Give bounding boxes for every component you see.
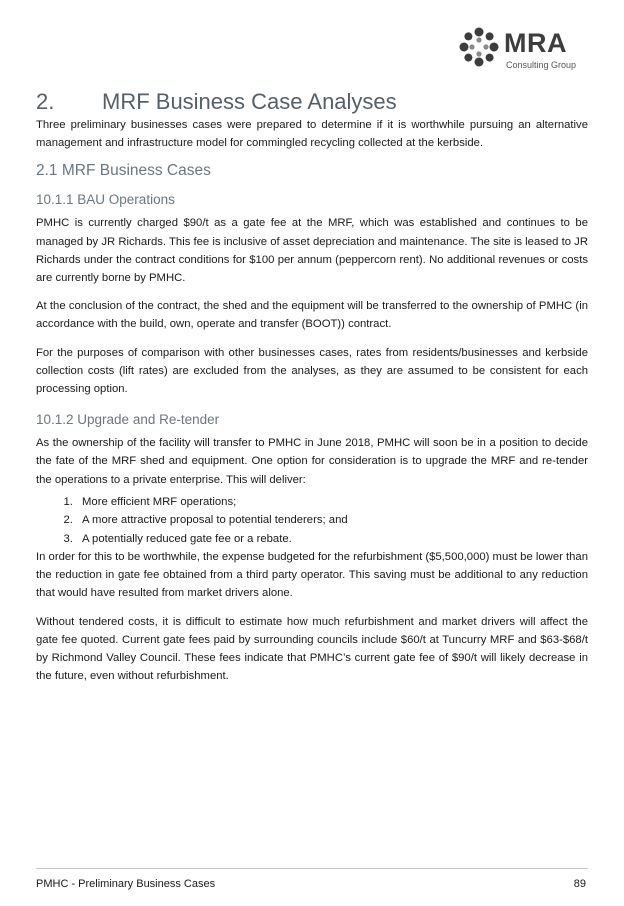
- chapter-number: 2.: [36, 89, 55, 114]
- footer-page-number: 89: [573, 878, 586, 890]
- intro-paragraph: Three preliminary businesses cases were prepared to determine if it is worthwhile pursuing an alternative management and infrastructure model for commingled recycling collected at the kerbside.: [36, 119, 588, 150]
- subsection-heading-upgrade: 10.1.2 Upgrade and Re-tender: [36, 412, 220, 428]
- list-item: 2. A more attractive proposal to potential tenderers; and: [76, 511, 588, 529]
- logo-emblem-icon: [458, 26, 500, 68]
- list-item: 1. More efficient MRF operations;: [76, 493, 588, 511]
- chapter-title: MRF Business Case Analyses: [102, 89, 397, 114]
- footer-divider: [36, 868, 588, 869]
- upgrade-paragraph-1: As the ownership of the facility will transfer to PMHC in June 2018, PMHC will soon be in a position to decide the fate of the MRF shed and equipment. One option for consideration is to upgrade the MRF and re-tender the operations to a private enterprise. This will deliver:: [36, 437, 588, 486]
- footer-document-title: PMHC - Preliminary Business Cases: [36, 878, 216, 890]
- list-item: 3. A potentially reduced gate fee or a rebate.: [76, 530, 588, 548]
- upgrade-paragraph-3: Without tendered costs, it is difficult to estimate how much refurbishment and market drivers will affect the gate fee quoted. Current gate fees paid by surrounding councils include $60/t at Tuncurry MRF and $63-$68/t by Richmond Valley Council. These fees indicate that PMHC’s current gate fee of $90/t will likely decrease in the future, even without refurbishment.: [36, 615, 588, 683]
- bau-paragraph-1: PMHC is currently charged $90/t as a gate fee at the MRF, which was established and continues to be managed by JR Richards. This fee is inclusive of asset depreciation and maintenance. The site is leased to JR Richards under the contract conditions for $100 per annum (peppercorn rent). No additional revenues or costs are currently borne by PMHC.: [36, 217, 588, 285]
- chapter-heading: [36, 88, 588, 116]
- logo-wordmark: MRA: [504, 28, 567, 58]
- deliverables-list: [36, 493, 588, 548]
- upgrade-paragraph-2: In order for this to be worthwhile, the expense budgeted for the refurbishment ($5,500,000) must be lower than the reduction in gate fee obtained from a third party operator. This saving must be additional to any reduction that would have resulted from market drivers alone.: [36, 551, 588, 600]
- section-heading: 2.1 MRF Business Cases: [36, 162, 211, 180]
- subsection-heading-bau: 10.1.1 BAU Operations: [36, 192, 175, 208]
- bau-paragraph-2: At the conclusion of the contract, the shed and the equipment will be transferred to the ownership of PMHC (in accordance with the build, own, operate and transfer (BOOT)) contract.: [36, 300, 588, 331]
- mra-logo: [458, 22, 588, 74]
- bau-paragraph-3: For the purposes of comparison with other businesses cases, rates from residents/businesses and kerbside collection costs (lift rates) are excluded from the analyses, as they are assumed to be consistent for each processing option.: [36, 346, 588, 396]
- document-body: [36, 88, 588, 685]
- logo-subtitle: Consulting Group: [506, 60, 577, 70]
